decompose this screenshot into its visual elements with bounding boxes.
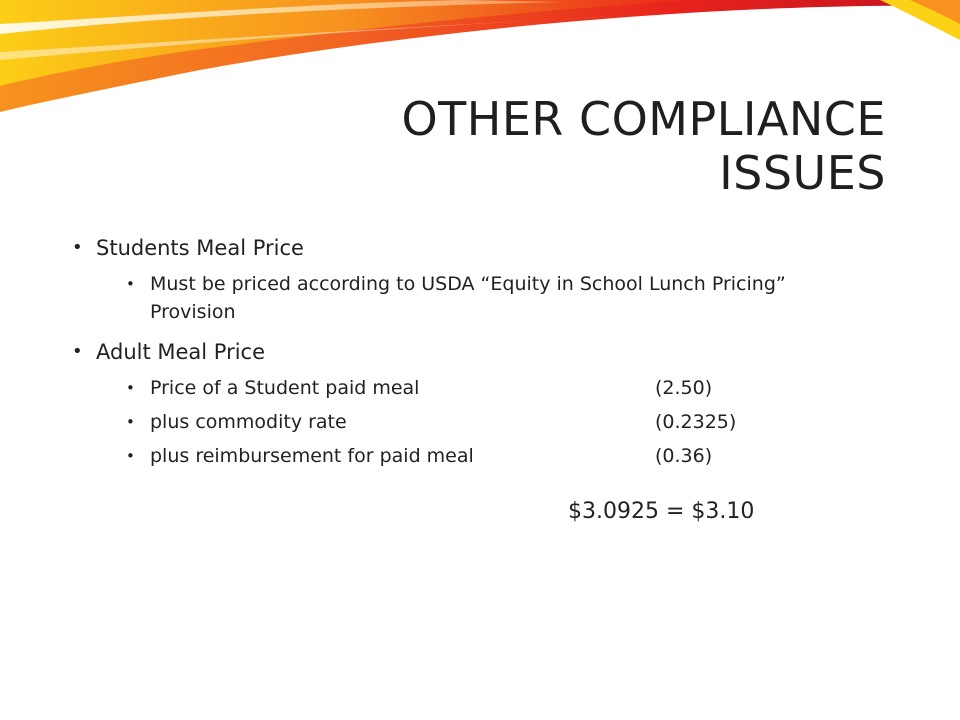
slide-content [72, 232, 832, 476]
sub-bullet-dot: • [126, 447, 135, 465]
sub-bullet-usda-pricing [120, 270, 832, 326]
title-line-2: ISSUES [719, 146, 886, 200]
bullet-students-meal-price [72, 232, 832, 326]
sub-bullet-commodity-rate [120, 408, 832, 436]
sub-bullet-dot: • [126, 379, 135, 397]
total-price: $3.0925 = $3.10 [568, 499, 755, 524]
price-row-amount: (2.50) [655, 377, 713, 399]
sub-bullet-student-paid-meal [120, 374, 832, 402]
bullet-label: Students Meal Price [96, 236, 304, 260]
slide-title [186, 92, 886, 200]
bullet-adult-meal-price [72, 336, 832, 470]
price-row [150, 374, 832, 402]
sub-bullet-text: Must be priced according to USDA “Equity in School Lunch Pricing” Provision [150, 273, 786, 323]
price-row-amount: (0.36) [655, 445, 713, 467]
bullet-list [72, 232, 832, 470]
price-row [150, 408, 832, 436]
price-row-amount: (0.2325) [655, 411, 737, 433]
sub-bullet-list [96, 270, 832, 326]
price-row-label: plus reimbursement for paid meal [150, 445, 474, 467]
title-line-1: OTHER COMPLIANCE [401, 92, 886, 146]
sub-bullet-dot: • [126, 275, 135, 293]
bullet-dot: • [72, 237, 83, 258]
price-row-label: Price of a Student paid meal [150, 377, 420, 399]
price-row-label: plus commodity rate [150, 411, 347, 433]
sub-bullet-dot: • [126, 413, 135, 431]
bullet-label: Adult Meal Price [96, 340, 266, 364]
price-row [150, 442, 832, 470]
sub-bullet-list [96, 374, 832, 470]
sub-bullet-reimbursement [120, 442, 832, 470]
bullet-dot: • [72, 341, 83, 362]
